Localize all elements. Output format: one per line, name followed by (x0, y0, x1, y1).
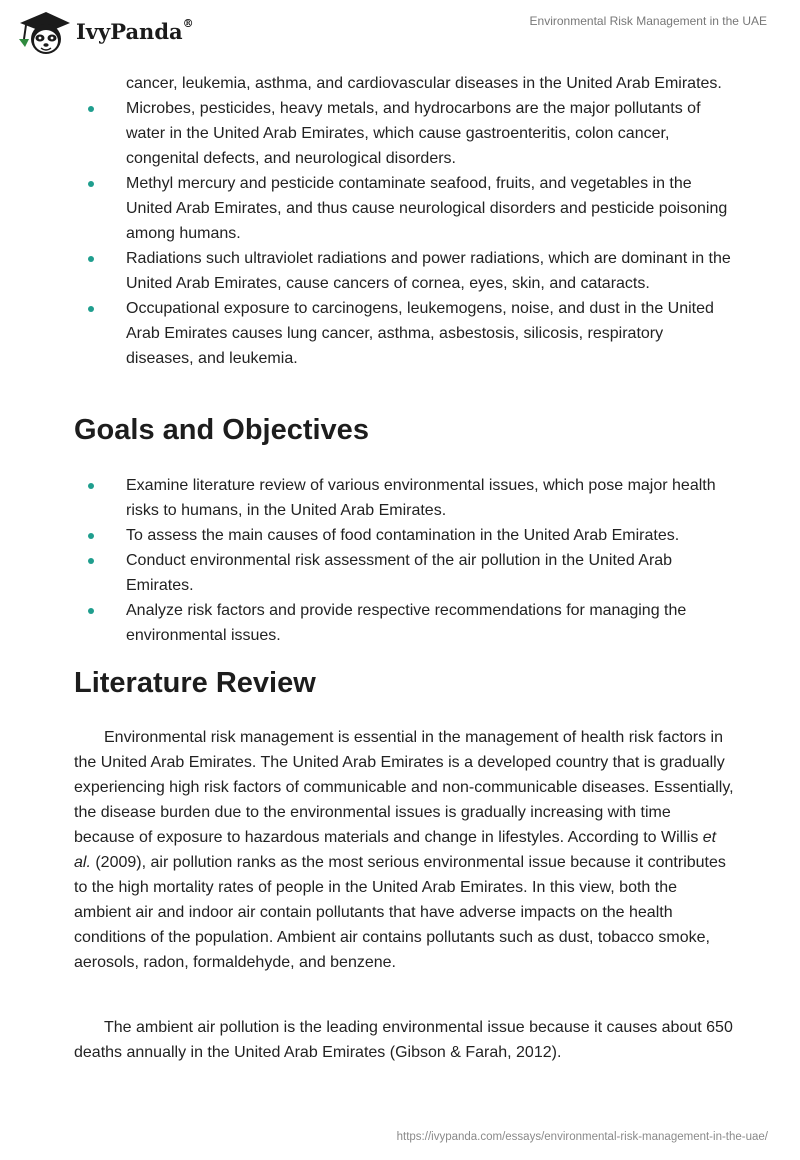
panda-graduate-icon (16, 9, 72, 57)
list-item-text: cancer, leukemia, asthma, and cardiovascular diseases in the United Arab Emirates. (126, 75, 722, 92)
list-item (74, 548, 734, 598)
goals-heading: Goals and Objectives (74, 414, 369, 446)
list-item-text: Examine literature review of various environmental issues, which pose major health risks to humans, in the United Arab Emirates. (126, 477, 716, 519)
list-item (74, 96, 734, 171)
list-item (74, 171, 734, 246)
literature-paragraph-1: Environmental risk management is essential in the management of health risk factors in the United Arab Emirates. The United Arab Emirates is a developed country that is gradually experiencing high risk factors of communicable and non-communicable diseases. Essentially, the disease burden due to the environmental issues is gradually increasing with time because of exposure to hazardous materials and change in lifestyles. According to Willis et al. (2009), air pollution ranks as the most serious environmental issue because it contributes to the high mortality rates of people in the United Arab Emirates. In this view, both the ambient air and indoor air contain pollutants that have adverse impacts on the health conditions of the population. Ambient air contains pollutants such as dust, tobacco smoke, aerosols, radon, formaldehyde, and benzene. (74, 729, 734, 971)
list-item-text: Conduct environmental risk assessment of the air pollution in the United Arab Emirates. (126, 552, 673, 594)
list-item (74, 598, 734, 648)
brand-name: IvyPanda® (76, 17, 194, 44)
bullet-icon (88, 533, 94, 539)
list-item (74, 473, 734, 523)
citation-emphasis: et al. (74, 829, 717, 871)
list-item-text: Microbes, pesticides, heavy metals, and hydrocarbons are the major pollutants of water in the United Arab Emirates, which cause gastroenteritis, colon cancer, congenital defects, and neurological disorders. (126, 100, 701, 167)
list-item (74, 523, 734, 548)
goals-list (74, 473, 734, 648)
bullet-icon (88, 483, 94, 489)
bullet-icon (88, 181, 94, 187)
page-header (0, 0, 800, 70)
literature-review-heading: Literature Review (74, 667, 316, 699)
list-item (74, 246, 734, 296)
bullet-icon (88, 558, 94, 564)
bullet-icon (88, 106, 94, 112)
source-url[interactable]: https://ivypanda.com/essays/environmental-risk-management-in-the-uae/ (396, 1131, 768, 1143)
literature-paragraph-2: The ambient air pollution is the leading environmental issue because it causes about 650 deaths annually in the United Arab Emirates (Gibson & Farah, 2012). (74, 1019, 733, 1061)
ivypanda-logo[interactable] (16, 9, 196, 57)
list-item-text: Analyze risk factors and provide respective recommendations for managing the environmental issues. (126, 602, 687, 644)
document-title: Environmental Risk Management in the UAE (529, 14, 767, 28)
health-effects-list (74, 71, 734, 371)
list-item-text: Radiations such ultraviolet radiations and power radiations, which are dominant in the United Arab Emirates, cause cancers of cornea, eyes, skin, and cataracts. (126, 250, 731, 292)
list-item-continued (74, 71, 734, 96)
bullet-icon (88, 256, 94, 262)
list-item-text: Occupational exposure to carcinogens, leukemogens, noise, and dust in the United Arab Emirates causes lung cancer, asthma, asbestosis, silicosis, respiratory diseases, and leukemia. (126, 300, 714, 367)
list-item-text: To assess the main causes of food contamination in the United Arab Emirates. (126, 527, 680, 544)
list-item (74, 296, 734, 371)
list-item-text: Methyl mercury and pesticide contaminate seafood, fruits, and vegetables in the United Arab Emirates, and thus cause neurological disorders and pesticide poisoning among humans. (126, 175, 728, 242)
bullet-icon (88, 306, 94, 312)
bullet-icon (88, 608, 94, 614)
